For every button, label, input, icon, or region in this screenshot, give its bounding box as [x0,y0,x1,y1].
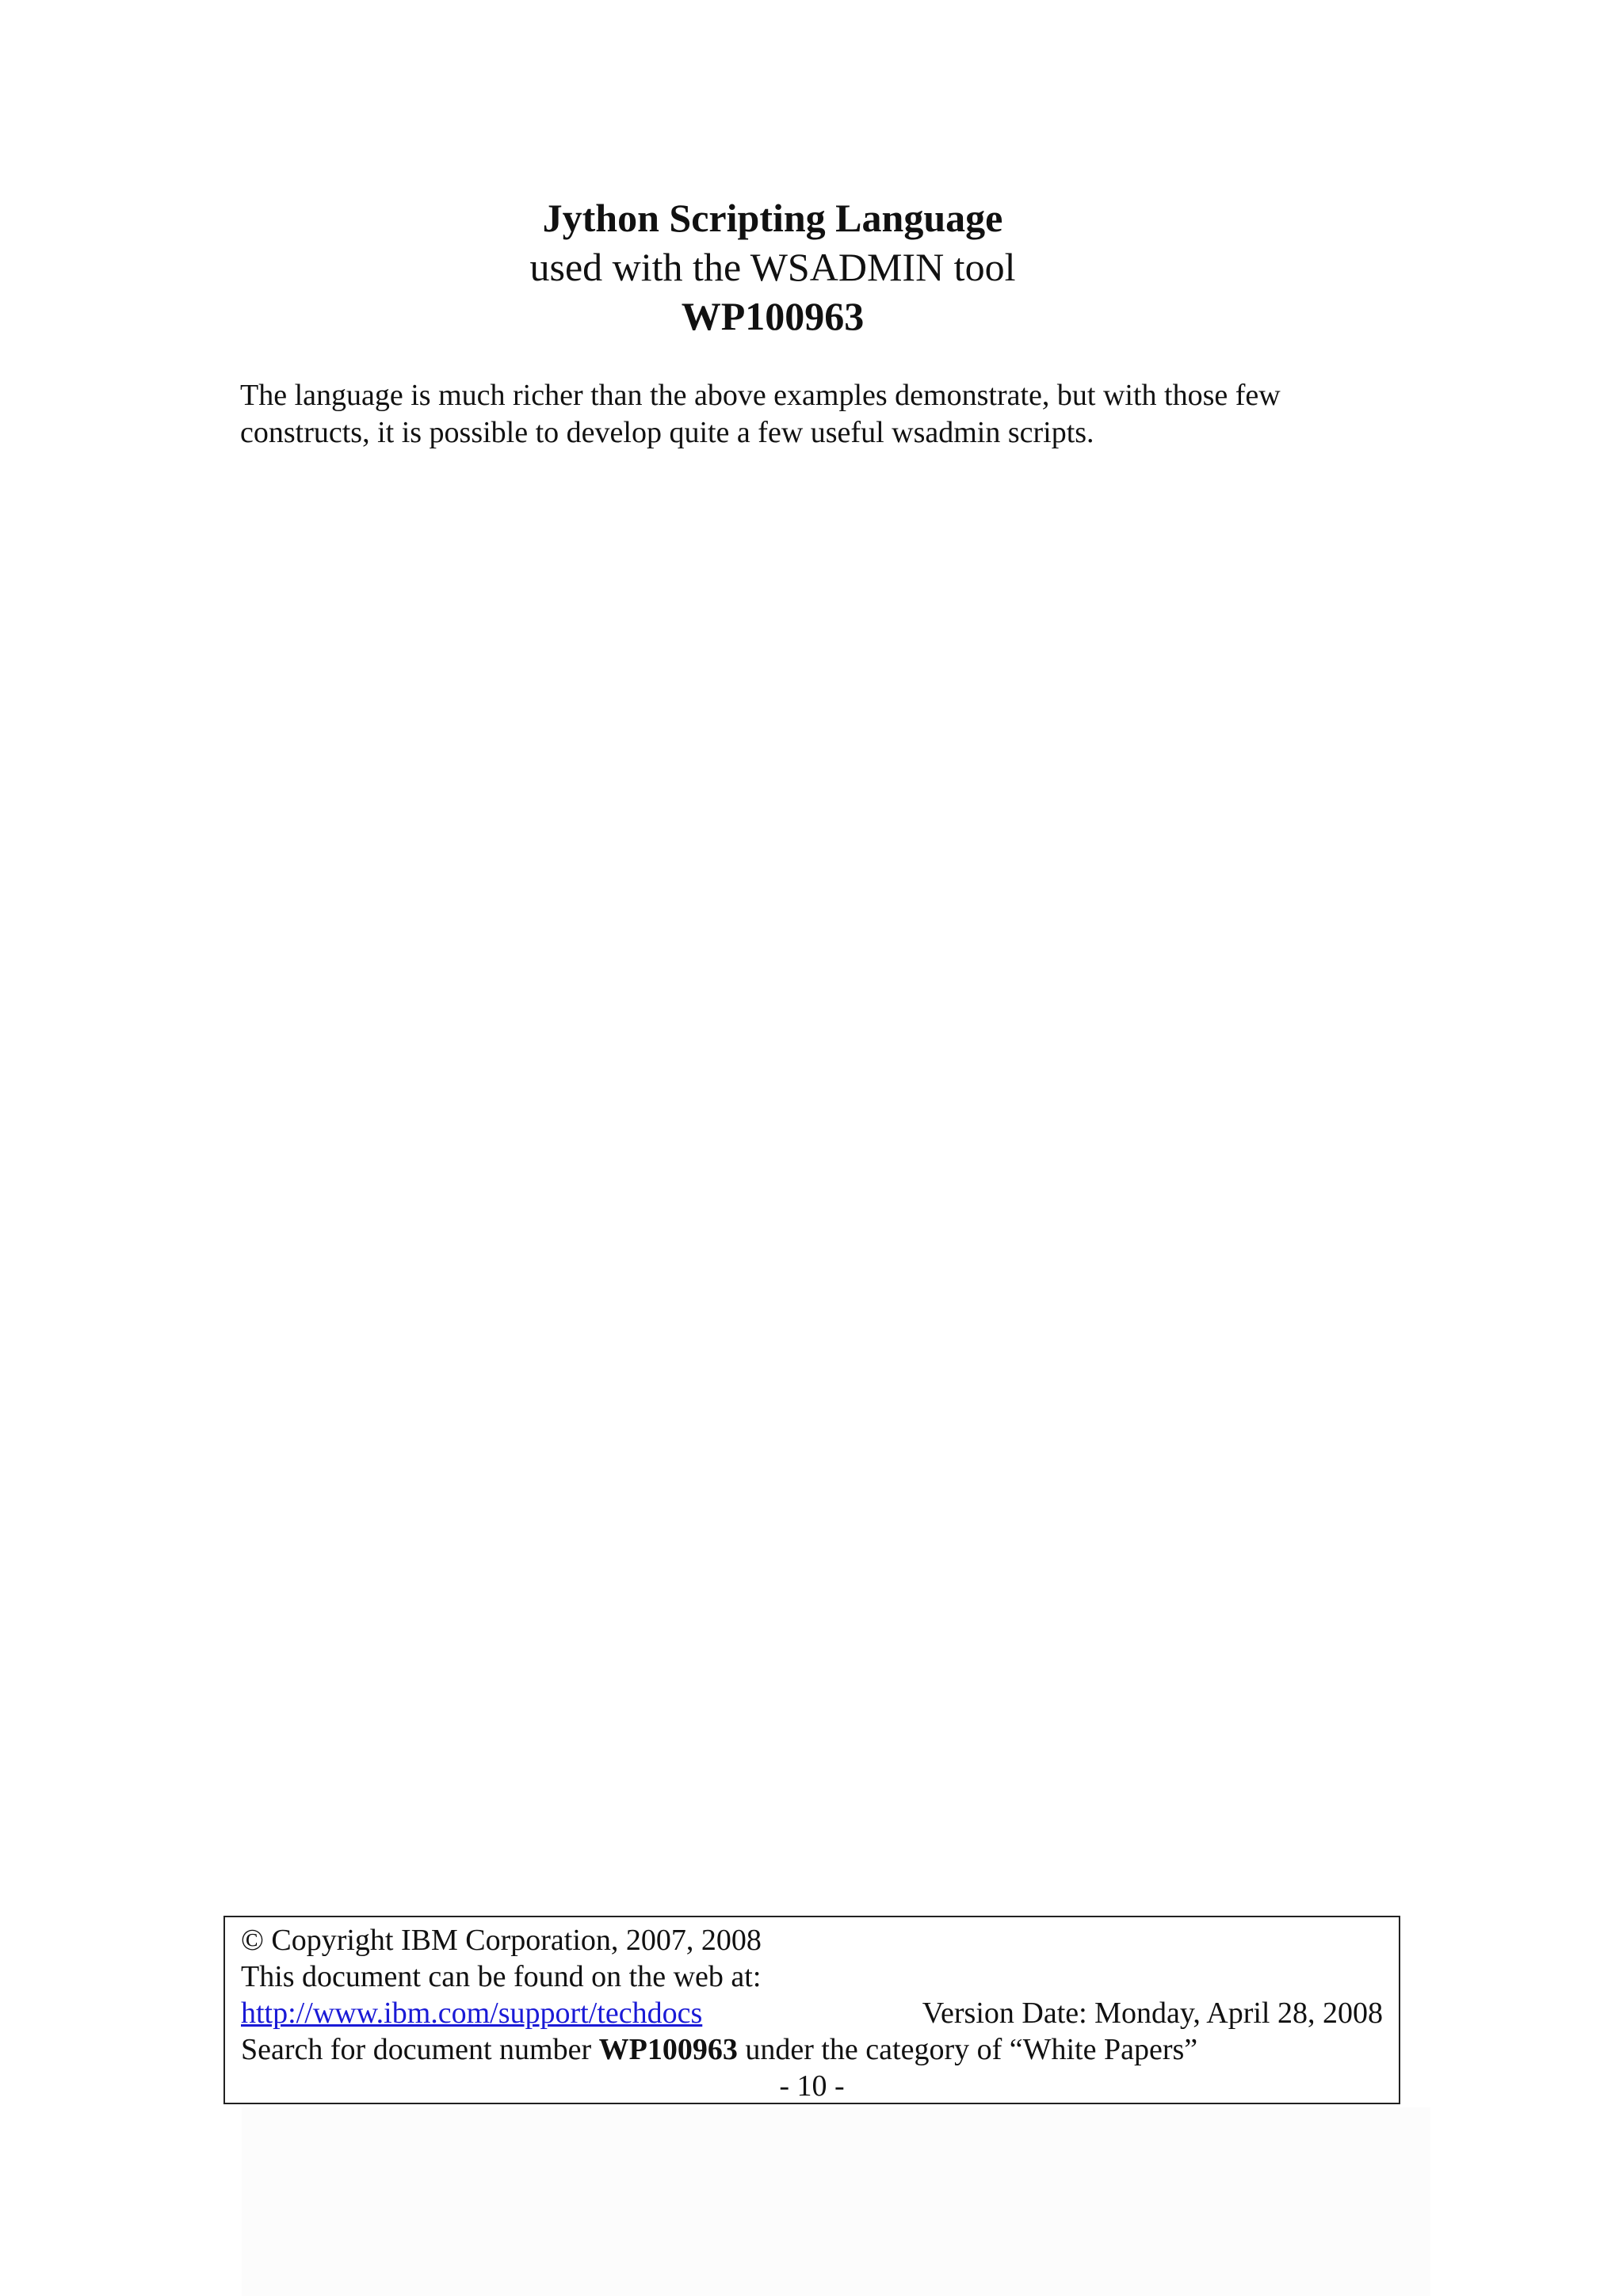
footer-search-suffix: under the category of “White Papers” [737,2033,1198,2066]
document-subtitle: used with the WSADMIN tool [529,245,1016,289]
page-number: - 10 - [779,2069,845,2103]
document-header [0,193,1545,341]
footer-version-date: Version Date: Monday, April 28, 2008 [922,1997,1383,2030]
footer-copyright: © Copyright IBM Corporation, 2007, 2008 [241,1924,762,1957]
techdocs-link[interactable]: http://www.ibm.com/support/techdocs [241,1997,703,2030]
body-line-1: The language is much richer than the above examples demonstrate, but with those few [240,379,1281,412]
footer-search-docnum: WP100963 [598,2033,738,2066]
body-line-2: constructs, it is possible to develop quite a few useful wsadmin scripts. [240,416,1094,449]
footer-search-prefix: Search for document number [241,2033,599,2066]
document-number: WP100963 [681,294,865,338]
page-bottom-shade [242,2107,1430,2296]
footer-search-note [241,2031,1383,2068]
body-paragraph [240,377,1389,452]
footer-box [223,1916,1400,2104]
document-title: Jython Scripting Language [542,196,1003,240]
footer-link-row [241,1995,1383,2031]
footer-web-note: This document can be found on the web at: [241,1960,762,1993]
